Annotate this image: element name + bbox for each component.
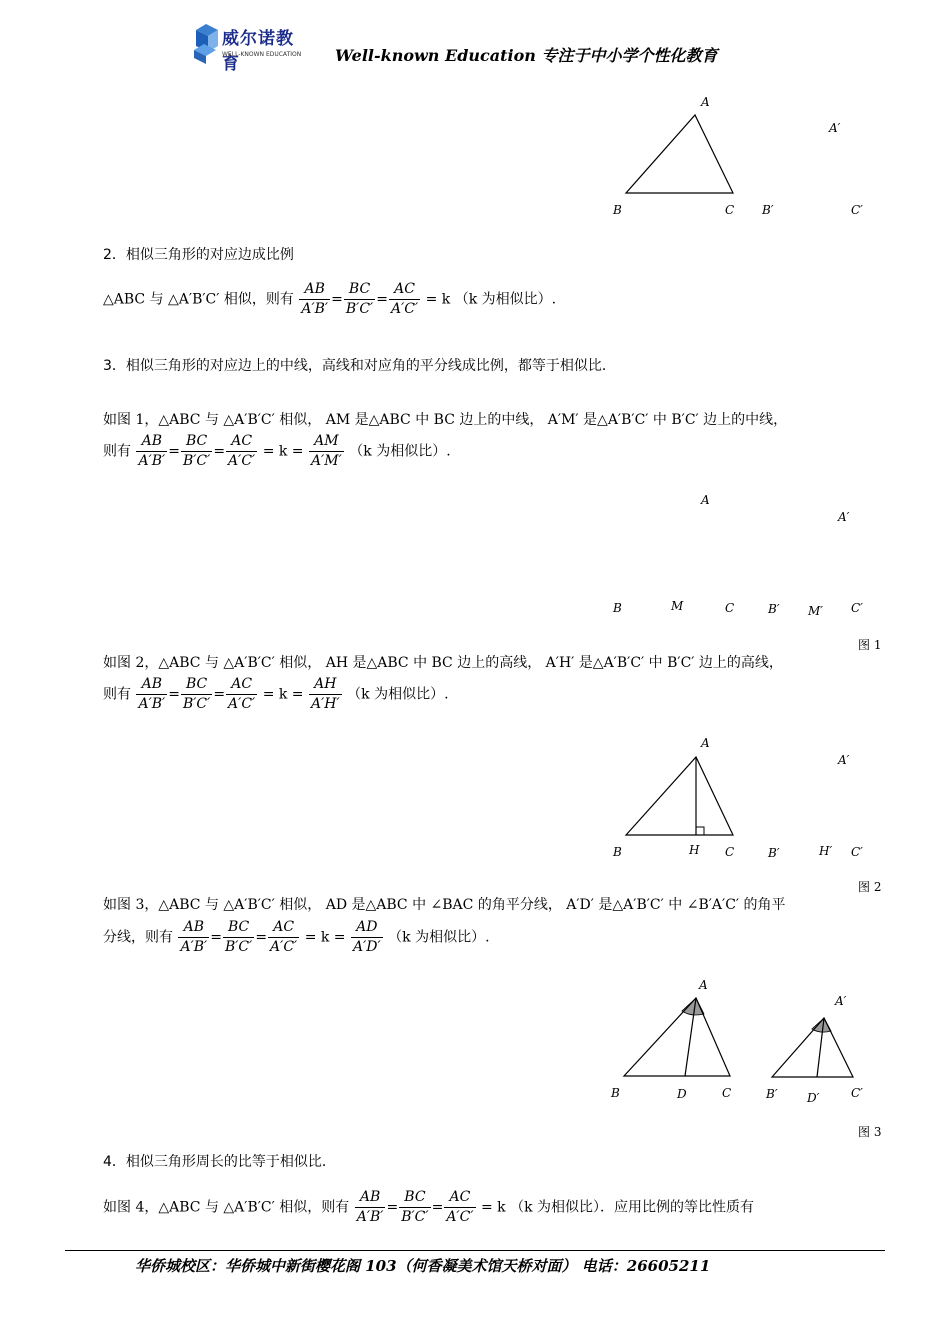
fig3-description: 如图 3，△ABC 与 △A′B′C′ 相似， AD 是△ABC 中 ∠BAC 的角平分线， A′D′ 是△A′B′C′ 中 ∠B′A′C′ 的角平 [103, 897, 786, 913]
label-A: A [699, 978, 708, 992]
fraction-am: $\frac{AM}{A'M'}$ [311, 433, 342, 469]
label-B-prime: B′ [762, 203, 774, 217]
fraction-bc: $\frac{BC}{B'C'}$ [224, 919, 253, 955]
formula-suffix: （k 为相似比）. [388, 929, 490, 946]
label-A-prime: A′ [829, 121, 841, 135]
label-H-prime: H′ [819, 844, 833, 858]
footer-address: 华侨城校区：华侨城中新街樱花阁 103（何香凝美术馆天桥对面） 电话：26605211 [135, 1257, 711, 1275]
fraction-ab: $\frac{AB}{A'B'}$ [180, 919, 208, 955]
label-B: B [613, 845, 622, 859]
label-M: M [671, 599, 684, 613]
label-C-prime: C′ [851, 601, 863, 615]
formula-mid: = k = [304, 929, 346, 946]
logo [192, 22, 308, 74]
fraction-ac: $\frac{AC}{A'C'}$ [228, 433, 256, 469]
label-B: B [611, 1086, 620, 1100]
label-C: C [725, 601, 735, 615]
label-C: C [725, 203, 735, 217]
section-2-heading: 2．相似三角形的对应边成比例 [103, 247, 294, 263]
formula-mid: = k = [262, 443, 304, 460]
fraction-bc: $\frac{BC}{B'C'}$ [182, 676, 211, 712]
formula-suffix: （k 为相似比）. [349, 443, 451, 460]
label-A-prime: A′ [835, 994, 847, 1008]
formula-mid: = k = [262, 686, 304, 703]
section-4-formula: 如图 4，△ABC 与 △A′B′C′ 相似，则有 $\frac{AB}{A'B'}$ = $\frac{BC}{B'C'}$ = $\frac{AC}{A'C'}$ = k （k 为相似比）．应用比例的等比性质有 [103, 1189, 754, 1225]
logo-subtext: WELL-KNOWN EDUCATION [222, 51, 302, 58]
fraction-ad: $\frac{AD}{A'D'}$ [353, 919, 381, 955]
label-D: D [677, 1087, 687, 1101]
fig3-formula: 分线，则有 $\frac{AB}{A'B'}$ = $\frac{BC}{B'C'}$ = $\frac{AC}{A'C'}$ = k = $\frac{AD}{A'D'}$ （k 为相似比）. [103, 919, 490, 955]
section-2-formula: △ABC 与 △A′B′C′ 相似，则有 $\frac{AB}{A'B'}$ = $\frac{BC}{B'C'}$ = $\frac{AC}{A'C'}$ = k （k 为相似比）. [103, 281, 557, 317]
label-C: C [722, 1086, 732, 1100]
fig1-formula: 则有 $\frac{AB}{A'B'}$ = $\frac{BC}{B'C'}$ = $\frac{AC}{A'C'}$ = k = $\frac{AM}{A'M'}$ （k 为相似比）. [103, 433, 451, 469]
formula-suffix: = k （k 为相似比）. [425, 291, 557, 308]
figure-1 [600, 488, 900, 658]
fig1-description: 如图 1，△ABC 与 △A′B′C′ 相似， AM 是△ABC 中 BC 边上的中线， A′M′ 是△A′B′C′ 中 B′C′ 边上的中线， [103, 412, 788, 428]
brand-slogan: Well-known Education 专注于中小学个性化教育 [335, 46, 718, 65]
formula-prefix: △ABC 与 △A′B′C′ 相似，则有 [103, 291, 294, 308]
label-C-prime: C′ [851, 845, 863, 859]
label-M-prime: M′ [808, 604, 824, 618]
label-A: A [701, 493, 710, 507]
label-C-prime: C′ [851, 1086, 863, 1100]
figure-1-caption: 图 1 [858, 638, 882, 652]
formula-suffix: （k 为相似比）. [347, 686, 449, 703]
label-A: A [701, 95, 710, 109]
fraction-ac: $\frac{AC}{A'C'}$ [446, 1189, 474, 1225]
fraction-bc: $\frac{BC}{B'C'}$ [345, 281, 374, 317]
formula-prefix: 则有 [103, 443, 131, 460]
label-D-prime: D′ [807, 1091, 820, 1105]
formula-prefix: 分线，则有 [103, 929, 173, 946]
label-B: B [613, 601, 622, 615]
fraction-ab: $\frac{AB}{A'B'}$ [301, 281, 329, 317]
label-B-prime: B′ [766, 1087, 778, 1101]
fraction-bc: $\frac{BC}{B'C'}$ [182, 433, 211, 469]
section-4-heading: 4．相似三角形周长的比等于相似比． [103, 1154, 336, 1170]
footer-divider [65, 1250, 885, 1251]
figure-2-caption: 图 2 [858, 880, 882, 894]
figure-3-caption: 图 3 [858, 1125, 882, 1139]
fraction-ah: $\frac{AH}{A'H'}$ [311, 676, 340, 712]
formula-suffix: = k （k 为相似比）．应用比例的等比性质有 [480, 1199, 754, 1216]
fraction-ab: $\frac{AB}{A'B'}$ [138, 676, 166, 712]
section-3-heading: 3．相似三角形的对应边上的中线，高线和对应角的平分线成比例，都等于相似比． [103, 358, 616, 374]
formula-prefix: 则有 [103, 686, 131, 703]
fraction-ac: $\frac{AC}{A'C'}$ [228, 676, 256, 712]
fig2-description: 如图 2，△ABC 与 △A′B′C′ 相似， AH 是△ABC 中 BC 边上的高线， A′H′ 是△A′B′C′ 中 B′C′ 边上的高线， [103, 655, 783, 671]
formula-prefix: 如图 4，△ABC 与 △A′B′C′ 相似，则有 [103, 1199, 350, 1216]
figure-2 [600, 730, 900, 900]
label-H: H [689, 843, 700, 857]
label-B-prime: B′ [768, 602, 780, 616]
logo-text: 威尔诺教育 [222, 29, 294, 74]
figure-top [600, 90, 900, 225]
label-A-prime: A′ [838, 510, 850, 524]
fraction-bc: $\frac{BC}{B'C'}$ [401, 1189, 429, 1225]
fraction-ab: $\frac{AB}{A'B'}$ [138, 433, 166, 469]
fig2-formula: 则有 $\frac{AB}{A'B'}$ = $\frac{BC}{B'C'}$ = $\frac{AC}{A'C'}$ = k = $\frac{AH}{A'H'}$ （k 为相似比）. [103, 676, 449, 712]
fraction-ac: $\frac{AC}{A'C'}$ [390, 281, 419, 317]
label-A: A [701, 736, 710, 750]
label-A-prime: A′ [838, 753, 850, 767]
fraction-ac: $\frac{AC}{A'C'}$ [270, 919, 298, 955]
label-B-prime: B′ [768, 846, 780, 860]
label-C: C [725, 845, 735, 859]
figure-3 [600, 972, 900, 1142]
label-C-prime: C′ [851, 203, 863, 217]
label-B: B [613, 203, 622, 217]
logo-cube-icon [192, 22, 222, 66]
fraction-ab: $\frac{AB}{A'B'}$ [356, 1189, 384, 1225]
